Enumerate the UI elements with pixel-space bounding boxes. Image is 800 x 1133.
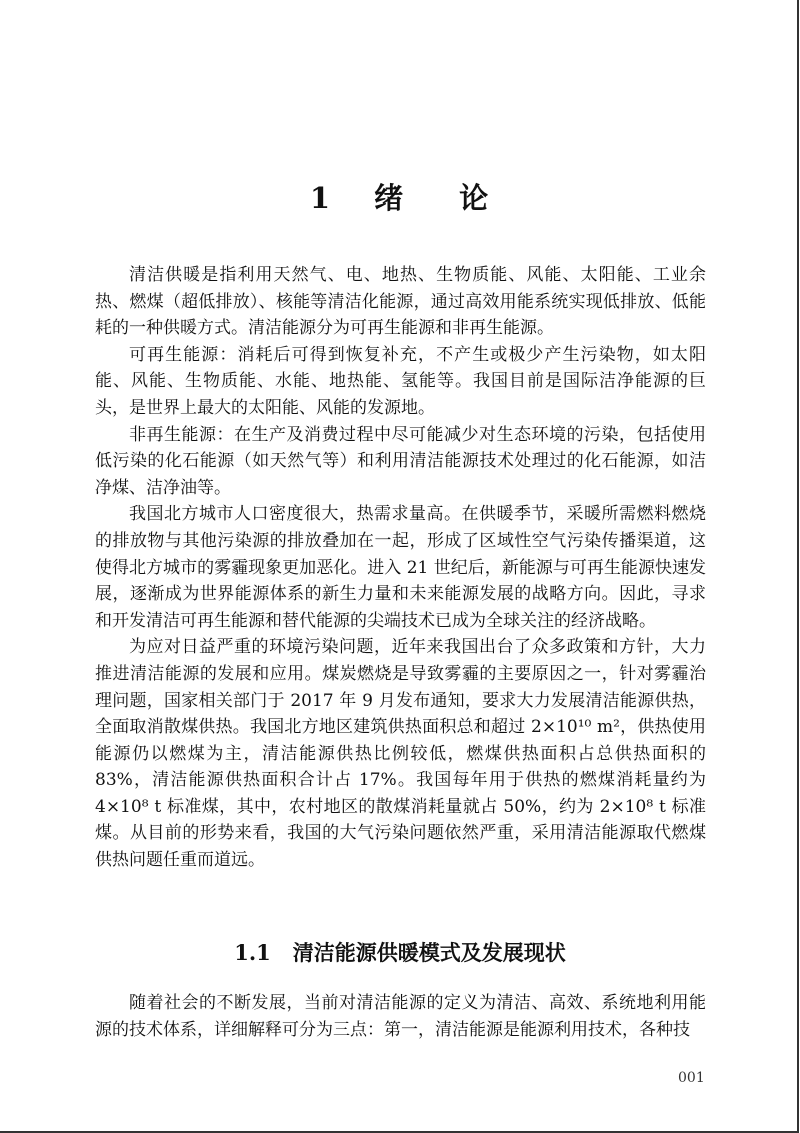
section-number: 1.1: [234, 940, 271, 965]
chapter-title: [0, 176, 800, 217]
chapter-intro-text: [95, 262, 706, 874]
section-heading: [0, 937, 800, 967]
paragraph: 清洁供暖是指利用天然气、电、地热、生物质能、风能、太阳能、工业余热、燃煤（超低排放）、核能等清洁化能源，通过高效用能系统实现低排放、低能耗的一种供暖方式。清洁能源分为可再生能源和非再生能源。: [95, 265, 706, 339]
section-body-text: [95, 990, 706, 1043]
paragraph: 随着社会的不断发展，当前对清洁能源的定义为清洁、高效、系统地利用能源的技术体系，详细解释可分为三点：第一，清洁能源是能源利用技术，各种技: [95, 993, 706, 1040]
paragraph: 可再生能源：消耗后可得到恢复补充，不产生或极少产生污染物，如太阳能、风能、生物质能、水能、地热能、氢能等。我国目前是国际洁净能源的巨头，是世界上最大的太阳能、风能的发源地。: [95, 344, 706, 418]
paragraph: 非再生能源：在生产及消费过程中尽可能减少对生态环境的污染，包括使用低污染的化石能源（如天然气等）和利用清洁能源技术处理过的化石能源，如洁净煤、洁净油等。: [95, 424, 706, 498]
paragraph: 为应对日益严重的环境污染问题，近年来我国出台了众多政策和方针，大力推进清洁能源的发展和应用。煤炭燃烧是导致雾霾的主要原因之一，针对雾霾治理问题，国家相关部门于 2017 年 9 月发布通知，要求大力发展清洁能源供热，全面取消散煤供热。我国北方地区建筑供热面积总和超过 2×10¹⁰ m²，供热使用能源仍以燃煤为主，清洁能源供热比例较低，燃煤供热面积占总供热面积的 83%，清洁能源供热面积合计占 17%。我国每年用于供热的燃煤消耗量约为 4×10⁸ t 标准煤，其中，农村地区的散煤消耗量就占 50%，约为 2×10⁸ t 标准煤。从目前的形势来看，我国的大气污染问题依然严重，采用清洁能源取代燃煤供热问题任重而道远。: [95, 637, 706, 871]
page-number: 001: [678, 1070, 705, 1086]
chapter-title-char-1: 绪: [374, 181, 406, 215]
chapter-title-char-2: 论: [459, 181, 491, 215]
paragraph: 我国北方城市人口密度很大，热需求量高。在供暖季节，采暖所需燃料燃烧的排放物与其他污染源的排放叠加在一起，形成了区域性空气污染传播渠道，这使得北方城市的雾霾现象更加恶化。进入 21 世纪后，新能源与可再生能源快速发展，逐渐成为世界能源体系的新生力量和未来能源发展的战略方向。因此，寻求和开发清洁可再生能源和替代能源的尖端技术已成为全球关注的经济战略。: [95, 504, 706, 631]
section-title: 清洁能源供暖模式及发展现状: [292, 941, 566, 965]
chapter-number: 1: [309, 181, 333, 215]
